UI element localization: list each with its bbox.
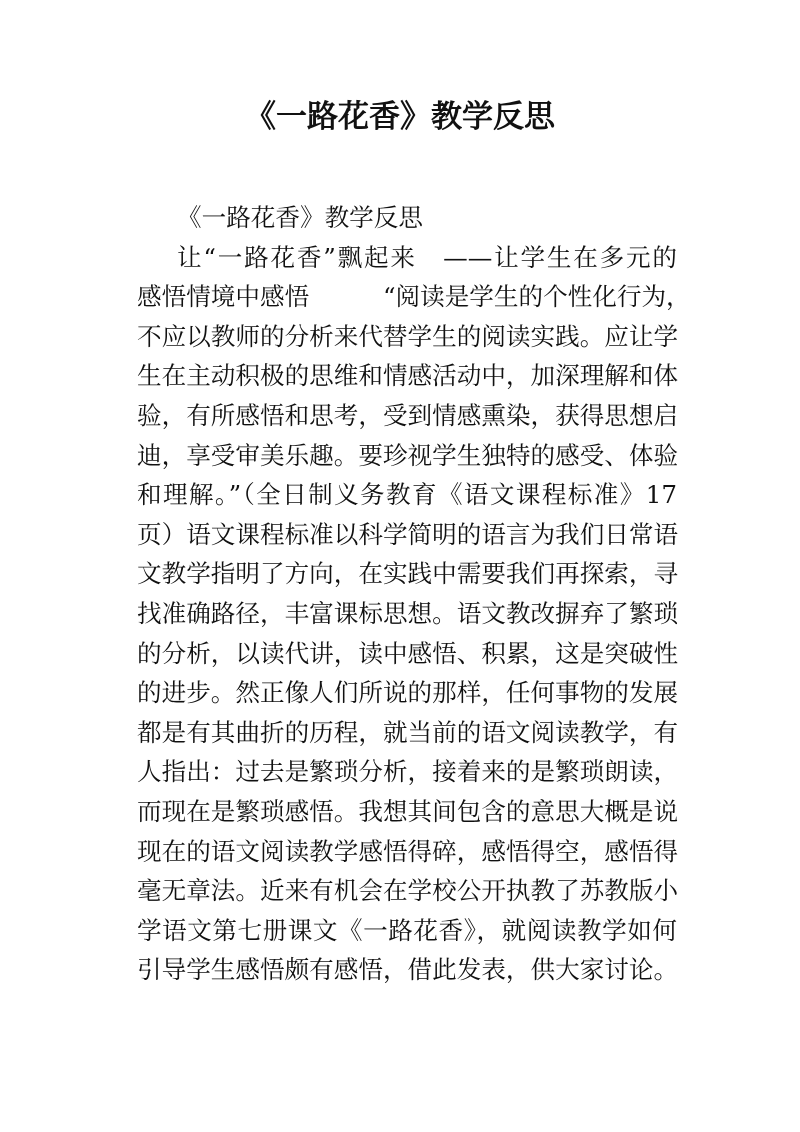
body-line: 而现在是繁琐感悟。我想其间包含的意思大概是说 [137, 796, 679, 826]
body-line: 不应以教师的分析来代替学生的阅读实践。应让学 [137, 321, 679, 351]
body-line: 都是有其曲折的历程，就当前的语文阅读教学，有 [137, 717, 679, 747]
body-line: 人指出：过去是繁琐分析，接着来的是繁琐朗读， [137, 757, 679, 787]
body-line: 感悟情境中感悟 “阅读是学生的个性化行为， [137, 282, 691, 312]
document-title: 《一路花香》教学反思 [245, 99, 555, 135]
body-line: 学语文第七册课文《一路花香》，就阅读教学如何 [137, 915, 677, 945]
body-line: 《一路花香》教学反思 [177, 203, 423, 232]
body-line: 毫无章法。近来有机会在学校公开执教了苏教版小 [137, 876, 679, 906]
body-line: 页）语文课程标准以科学简明的语言为我们日常语 [137, 519, 679, 549]
body-line: 让“一路花香”飘起来 ——让学生在多元的 [177, 242, 677, 272]
body-line: 现在的语文阅读教学感悟得碎，感悟得空，感悟得 [137, 836, 679, 866]
body-line: 引导学生感悟颇有感悟，借此发表，供大家讨论。 [137, 955, 679, 985]
body-line: 找准确路径，丰富课标思想。语文教改摒弃了繁琐 [137, 598, 679, 628]
body-line: 生在主动积极的思维和情感活动中，加深理解和体 [137, 361, 679, 391]
body-line: 的进步。然正像人们所说的那样，任何事物的发展 [137, 678, 679, 708]
body-line: 文教学指明了方向，在实践中需要我们再探索，寻 [137, 559, 679, 589]
body-line: 迪，享受审美乐趣。要珍视学生独特的感受、体验 [137, 440, 679, 470]
body-line: 验，有所感悟和思考，受到情感熏染，获得思想启 [137, 400, 679, 430]
document-body [137, 198, 691, 990]
body-line: 的分析，以读代讲，读中感悟、积累，这是突破性 [137, 638, 679, 668]
body-line: 和理解。”（全日制义务教育《语文课程标准》17 [137, 480, 677, 510]
